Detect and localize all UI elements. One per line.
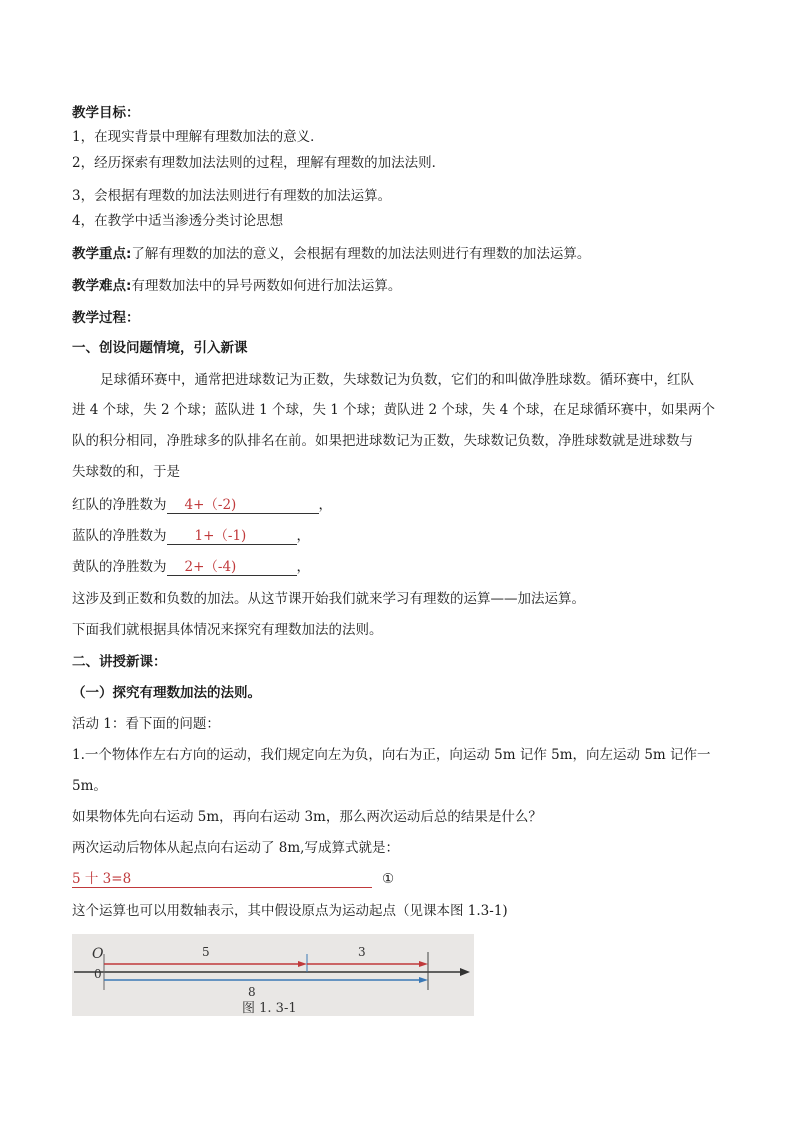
para1-line-2: 进 4 个球，失 2 个球；蓝队进 1 个球，失 1 个球；黄队进 2 个球，失 4 个球，在足球循环赛中，如果两个 [72, 402, 716, 418]
process-title: 教学过程： [72, 310, 140, 326]
red-team-blank [167, 497, 319, 514]
figure-caption: 图 1. 3-1 [242, 1001, 297, 1016]
red-team-label: 红队的净胜数为 [72, 497, 167, 513]
yellow-team-blank [167, 559, 297, 576]
para2: 这涉及到正数和负数的加法。从这节课开始我们就来学习有理数的运算——加法运算。 [72, 591, 585, 607]
number-line-figure [72, 934, 474, 1016]
section1-title: 一、创设问题情境，引入新课 [72, 340, 248, 356]
yellow-team-answer: 2+（-4) [184, 559, 237, 575]
formula-blank [72, 871, 372, 888]
question: 如果物体先向右运动 5m，再向右运动 3m，那么两次运动后总的结果是什么？ [72, 809, 542, 825]
para1-line-4: 失球数的和，于是 [72, 464, 180, 480]
blue-team-answer: 1+（-1) [194, 528, 247, 544]
axis-arrow-icon [460, 968, 470, 976]
seg2-arrowhead-icon [419, 961, 428, 967]
difficulty-line [72, 277, 401, 295]
comma: ， [296, 559, 310, 575]
keypoint-line [72, 245, 590, 263]
difficulty-text: 有理数加法中的异号两数如何进行加法运算。 [131, 278, 402, 294]
blue-team-line [72, 527, 310, 545]
total-label: 8 [248, 985, 256, 999]
seg1-label: 5 [202, 945, 210, 959]
yellow-team-label: 黄队的净胜数为 [72, 559, 167, 575]
zero-label: 0 [94, 967, 102, 981]
keypoint-text: 了解有理数的加法的意义，会根据有理数的加法法则进行有理数的加法运算。 [131, 246, 591, 262]
formula-mark: ① [382, 871, 395, 887]
comma: ， [296, 528, 310, 544]
red-team-line [72, 496, 332, 514]
numberline-intro: 这个运算也可以用数轴表示，其中假设原点为运动起点（见课本图 1.3-1) [72, 903, 508, 919]
objectives-title: 教学目标： [72, 105, 140, 121]
section2-title: 二、讲授新课： [72, 654, 167, 670]
formula: 5 十 3=8 [72, 871, 132, 887]
activity1: 活动 1：看下面的问题： [72, 716, 220, 732]
total-arrowhead-icon [419, 977, 428, 983]
number-line-svg [72, 934, 474, 1016]
origin-label: O [92, 946, 104, 962]
objective-4: 4，在教学中适当渗透分类讨论思想 [72, 213, 284, 229]
blue-team-label: 蓝队的净胜数为 [72, 528, 167, 544]
para3: 下面我们就根据具体情况来探究有理数加法的法则。 [72, 622, 383, 638]
formula-line [72, 870, 394, 888]
subsection1-title: （一）探究有理数加法的法则。 [72, 685, 261, 701]
para1-line-3: 队的积分相同，净胜球多的队排名在前。如果把进球数记为正数，失球数记负数，净胜球数就是进球数与 [72, 433, 693, 449]
blue-team-blank [167, 528, 297, 545]
yellow-team-line [72, 558, 310, 576]
keypoint-label: 教学重点: [72, 246, 132, 262]
objective-3: 3，会根据有理数的加法法则进行有理数的加法运算。 [72, 188, 392, 204]
para1-line-1: 足球循环赛中，通常把进球数记为正数，失球数记为负数，它们的和叫做净胜球数。循环赛中，红队 [100, 372, 694, 388]
difficulty-label: 教学难点: [72, 278, 132, 294]
answer-intro: 两次运动后物体从起点向右运动了 8m,写成算式就是： [72, 840, 399, 856]
comma: ， [318, 497, 332, 513]
seg1-arrowhead-icon [298, 961, 307, 967]
objective-2: 2，经历探索有理数加法法则的过程，理解有理数的加法法则． [72, 155, 446, 171]
objective-1: 1，在现实背景中理解有理数加法的意义． [72, 129, 324, 145]
seg2-label: 3 [358, 945, 366, 959]
problem1-line-2: 5m。 [72, 778, 107, 794]
problem1-line-1: 1.一个物体作左右方向的运动，我们规定向左为负，向右为正，向运动 5m 记作 5m，向左运动 5m 记作一 [72, 747, 711, 763]
red-team-answer: 4+（-2) [184, 497, 237, 513]
